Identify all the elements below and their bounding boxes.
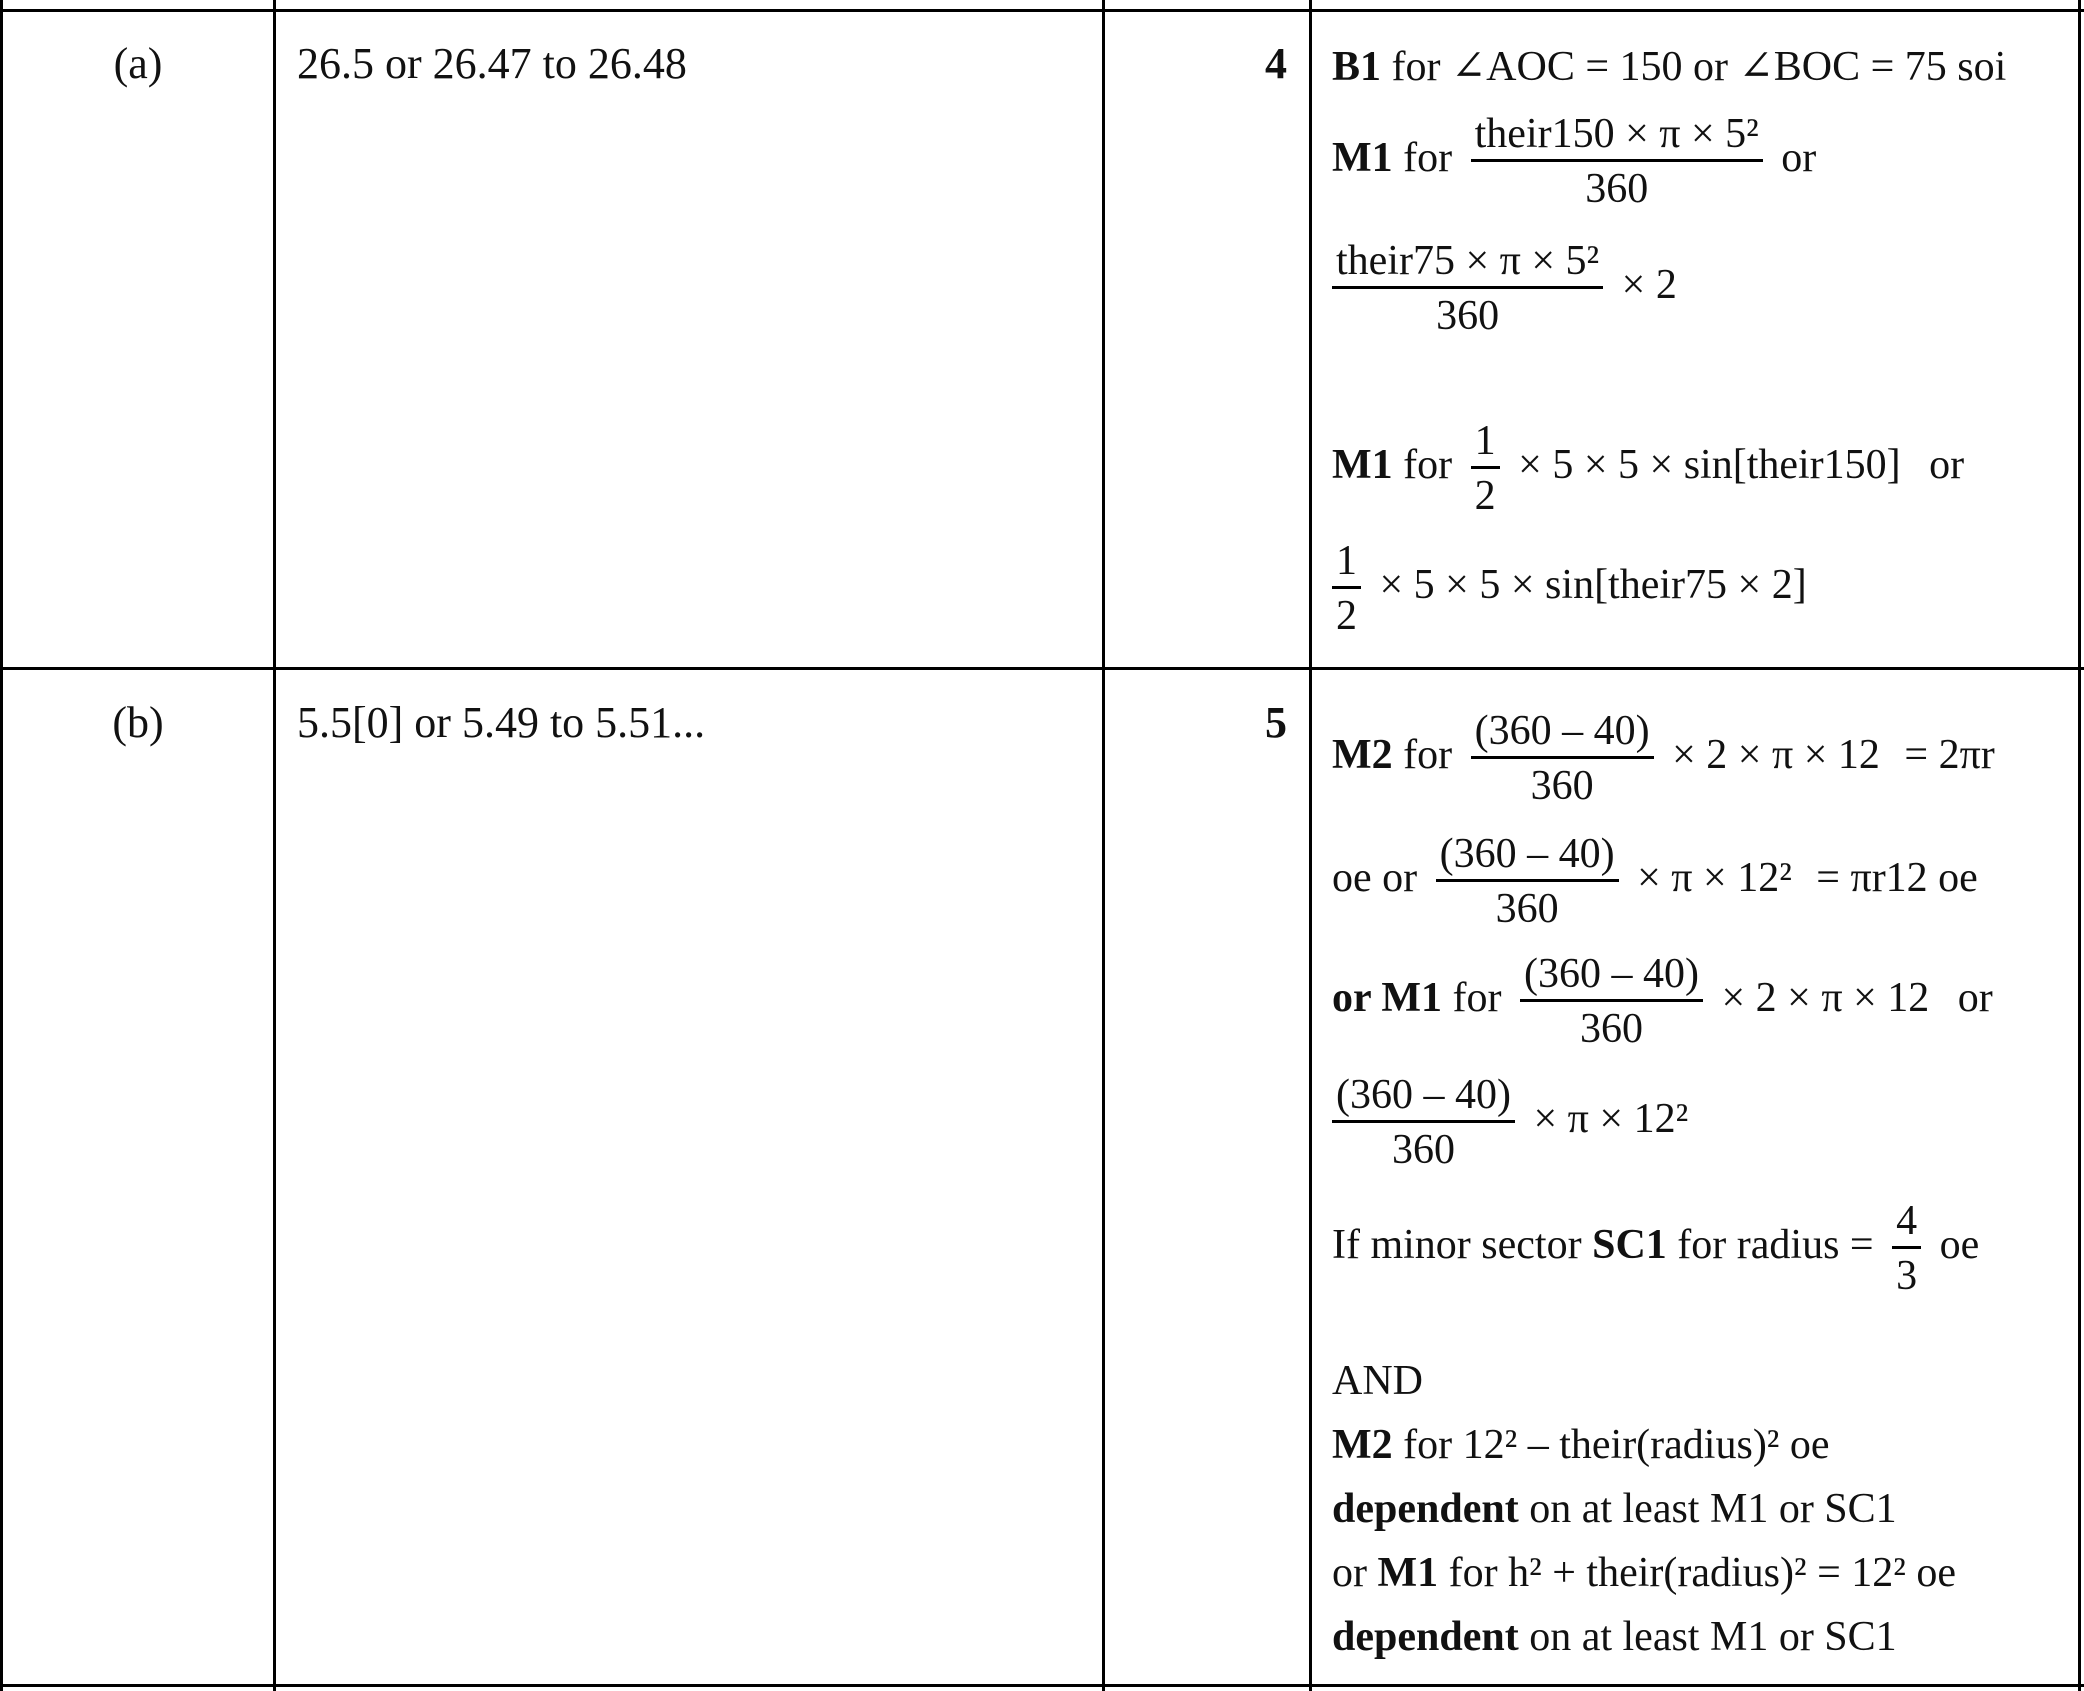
row-b-or-m1-height-line bbox=[1332, 1552, 1956, 1594]
mark-label: M1 bbox=[1377, 1550, 1439, 1596]
area-expression: × π × 12² bbox=[1533, 1096, 1689, 1143]
m1-prefix: for bbox=[1403, 135, 1453, 182]
table-row-divider bbox=[0, 9, 2084, 12]
radius-fraction bbox=[1892, 1200, 1921, 1297]
or-word: or bbox=[1929, 442, 1965, 489]
fraction-numerator: (360 – 40) bbox=[1332, 1074, 1515, 1123]
m1-height-text: for h² + their(radius)² = 12² oe bbox=[1448, 1550, 1956, 1596]
table-row-divider bbox=[0, 1684, 2084, 1687]
area-equation: = πr12 oe bbox=[1816, 855, 1978, 902]
fraction-denominator: 360 bbox=[1585, 166, 1649, 212]
table-column-divider bbox=[1102, 0, 1105, 1691]
row-b-answer: 5.5[0] or 5.49 to 5.51... bbox=[297, 698, 706, 747]
dependent-text: on at least M1 or SC1 bbox=[1529, 1486, 1897, 1532]
sc1-post: oe bbox=[1939, 1222, 1980, 1269]
or-word: or bbox=[1957, 975, 1993, 1022]
row-b-or-m1-alt-line bbox=[1332, 1074, 1688, 1171]
row-b-dependent-line bbox=[1332, 1616, 1897, 1658]
fraction-numerator: 1 bbox=[1332, 540, 1361, 589]
oe-or: oe or bbox=[1332, 855, 1418, 902]
triangle-expression: × 5 × 5 × sin[their150] bbox=[1518, 442, 1901, 489]
table-border bbox=[0, 0, 3, 1691]
table-column-divider bbox=[273, 0, 276, 1691]
fraction-numerator: (360 – 40) bbox=[1436, 833, 1619, 882]
row-a-m1-sector-alt-line bbox=[1332, 240, 1677, 337]
fraction-numerator: 1 bbox=[1471, 420, 1500, 469]
row-b-dependent-line bbox=[1332, 1488, 1897, 1530]
row-b-marks: 5 bbox=[1265, 698, 1287, 747]
m2-prefix: for bbox=[1403, 732, 1453, 779]
mark-label: M2 bbox=[1332, 1422, 1393, 1468]
angle-fraction bbox=[1520, 953, 1703, 1050]
mark-label: SC1 bbox=[1592, 1222, 1667, 1269]
fraction-denominator: 2 bbox=[1336, 593, 1357, 639]
half-fraction bbox=[1332, 540, 1361, 637]
fraction-denominator: 360 bbox=[1530, 763, 1594, 809]
fraction-denominator: 3 bbox=[1896, 1253, 1918, 1299]
row-a-part: (a) bbox=[113, 39, 163, 88]
row-b-or-m1-line bbox=[1332, 953, 1993, 1050]
row-a-b1-line bbox=[1332, 46, 2006, 88]
m1-prefix: for bbox=[1452, 975, 1502, 1022]
sector-area-fraction bbox=[1332, 240, 1603, 337]
fraction-denominator: 360 bbox=[1436, 293, 1500, 339]
table-border bbox=[2078, 0, 2081, 1691]
dependent-text: on at least M1 or SC1 bbox=[1529, 1614, 1897, 1660]
row-b-m2-alt-line bbox=[1332, 833, 1978, 930]
fraction-denominator: 2 bbox=[1474, 473, 1496, 519]
fraction-numerator: (360 – 40) bbox=[1520, 953, 1703, 1002]
fraction-numerator: 4 bbox=[1892, 1200, 1921, 1249]
fraction-numerator: their150 × π × 5² bbox=[1471, 113, 1763, 162]
row-b-and: AND bbox=[1332, 1358, 1423, 1404]
mark-label: M1 bbox=[1332, 135, 1393, 182]
row-a-m1-triangle-alt-line bbox=[1332, 540, 1807, 637]
fraction-denominator: 360 bbox=[1391, 1127, 1455, 1173]
dependent-label: dependent bbox=[1332, 1614, 1519, 1660]
sector-area-fraction bbox=[1471, 113, 1763, 210]
or-word: or bbox=[1781, 135, 1817, 182]
angle-fraction bbox=[1471, 710, 1654, 807]
triangle-expression: × 5 × 5 × sin[their75 × 2] bbox=[1379, 562, 1807, 609]
fraction-denominator: 360 bbox=[1495, 886, 1559, 932]
or-word: or bbox=[1332, 1550, 1367, 1596]
multiplier: × 2 bbox=[1621, 262, 1677, 309]
row-b-sc1-line bbox=[1332, 1200, 1979, 1297]
m2-height-text: for 12² – their(radius)² oe bbox=[1403, 1422, 1830, 1468]
half-fraction bbox=[1471, 420, 1500, 517]
mark-label: M1 bbox=[1332, 442, 1393, 489]
table-row-divider bbox=[0, 667, 2084, 670]
row-a-marks: 4 bbox=[1265, 39, 1287, 88]
table-column-divider bbox=[1309, 0, 1312, 1691]
row-b-m2-height-line bbox=[1332, 1424, 1830, 1466]
row-a-m1-triangle-line bbox=[1332, 420, 1964, 517]
area-expression: × π × 12² bbox=[1637, 855, 1792, 902]
sc1-mid: for radius = bbox=[1677, 1222, 1874, 1269]
fraction-denominator: 360 bbox=[1580, 1006, 1643, 1052]
m1-prefix: for bbox=[1403, 442, 1453, 489]
angle-fraction bbox=[1436, 833, 1619, 930]
row-b-part: (b) bbox=[112, 698, 164, 747]
arc-equation: = 2πr bbox=[1904, 732, 1995, 779]
angle-fraction bbox=[1332, 1074, 1515, 1171]
mark-label: or M1 bbox=[1332, 975, 1443, 1022]
b1-text: for ∠AOC = 150 or ∠BOC = 75 soi bbox=[1391, 44, 2007, 90]
sc1-pre: If minor sector bbox=[1332, 1222, 1582, 1269]
arc-expression: × 2 × π × 12 bbox=[1721, 975, 1930, 1022]
fraction-numerator: (360 – 40) bbox=[1471, 710, 1654, 759]
dependent-label: dependent bbox=[1332, 1486, 1519, 1532]
row-b-m2-line bbox=[1332, 710, 1995, 807]
row-a-answer: 26.5 or 26.47 to 26.48 bbox=[297, 39, 687, 88]
fraction-numerator: their75 × π × 5² bbox=[1332, 240, 1603, 289]
arc-expression: × 2 × π × 12 bbox=[1672, 732, 1880, 779]
row-a-m1-sector-line bbox=[1332, 113, 1816, 210]
mark-label: M2 bbox=[1332, 732, 1393, 779]
mark-label: B1 bbox=[1332, 44, 1382, 90]
